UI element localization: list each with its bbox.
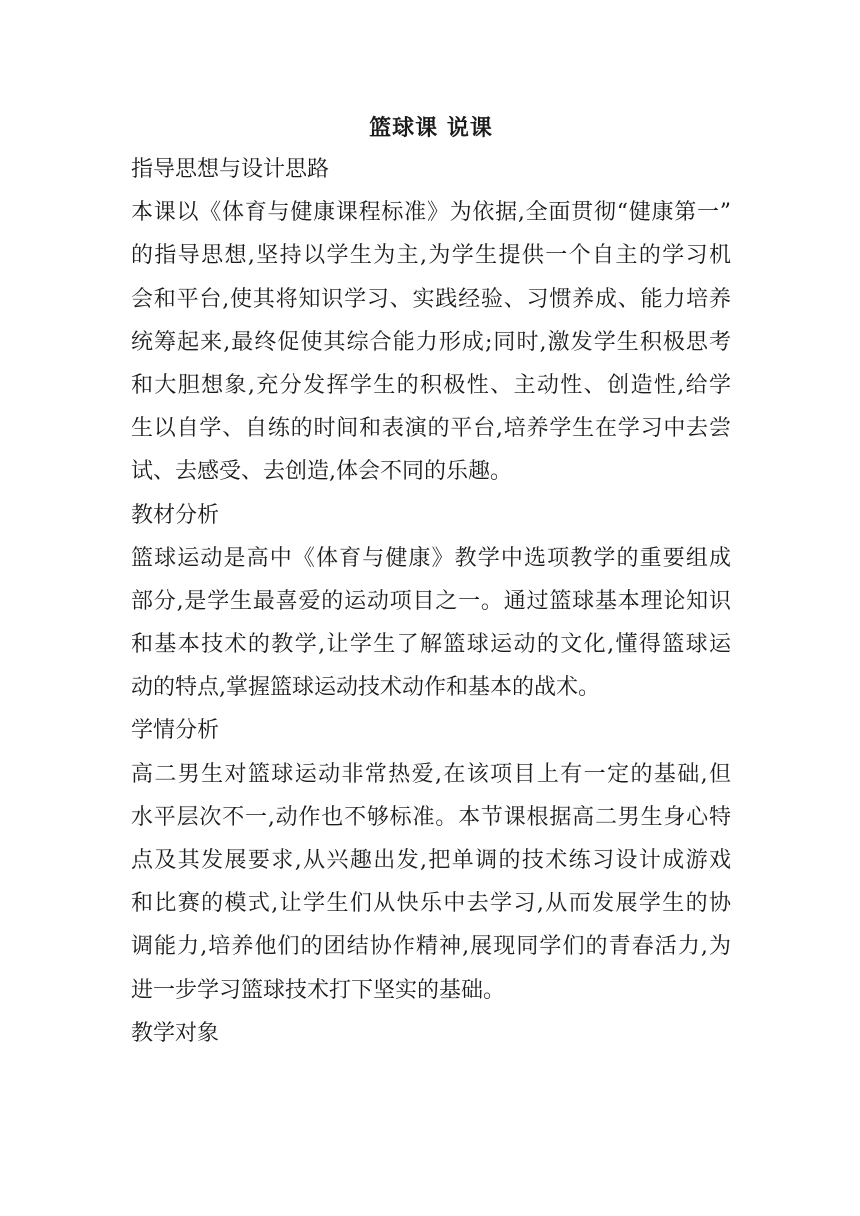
paragraph-line: 点及其发展要求,从兴趣出发,把单调的技术练习设计成游戏 bbox=[131, 848, 731, 873]
paragraph-line: 水平层次不一,动作也不够标准。本节课根据高二男生身心特 bbox=[131, 804, 731, 830]
paragraph-line: 的指导思想,坚持以学生为主,为学生提供一个自主的学习机 bbox=[131, 243, 731, 269]
paragraph-line: 本课以《体育与健康课程标准》为依据,全面贯彻“健康第一” bbox=[131, 200, 731, 226]
paragraph-line: 部分,是学生最喜爱的运动项目之一。通过篮球基本理论知识 bbox=[131, 588, 731, 614]
document-page bbox=[131, 108, 731, 1055]
section-heading-student-analysis: 学情分析 bbox=[131, 718, 220, 744]
document-body bbox=[131, 148, 731, 1055]
document-title: 篮球课 说课 bbox=[369, 115, 493, 141]
section-heading-material-analysis: 教材分析 bbox=[131, 502, 220, 528]
paragraph-line: 和比赛的模式,让学生们从快乐中去学习,从而发展学生的协 bbox=[131, 891, 731, 917]
section-heading-teaching-target: 教学对象 bbox=[131, 1020, 220, 1046]
paragraph-line: 篮球运动是高中《体育与健康》教学中选项教学的重要组成 bbox=[131, 545, 731, 571]
paragraph-line: 生以自学、自练的时间和表演的平台,培养学生在学习中去尝 bbox=[131, 416, 731, 442]
paragraph-line: 会和平台,使其将知识学习、实践经验、习惯养成、能力培养 bbox=[131, 286, 731, 312]
section-heading-guiding-ideas: 指导思想与设计思路 bbox=[131, 157, 330, 182]
paragraph-line: 进一步学习篮球技术打下坚实的基础。 bbox=[131, 977, 506, 1003]
paragraph-line: 动的特点,掌握篮球运动技术动作和基本的战术。 bbox=[131, 675, 600, 701]
paragraph-line: 调能力,培养他们的团结协作精神,展现同学们的青春活力,为 bbox=[131, 934, 731, 960]
paragraph-line: 统筹起来,最终促使其综合能力形成;同时,激发学生积极思考 bbox=[131, 329, 731, 355]
paragraph-line: 试、去感受、去创造,体会不同的乐趣。 bbox=[131, 459, 512, 485]
paragraph-line: 高二男生对篮球运动非常热爱,在该项目上有一定的基础,但 bbox=[131, 761, 731, 787]
paragraph-line: 和大胆想象,充分发挥学生的积极性、主动性、创造性,给学 bbox=[131, 372, 731, 398]
paragraph-line: 和基本技术的教学,让学生了解篮球运动的文化,懂得篮球运 bbox=[131, 632, 731, 658]
